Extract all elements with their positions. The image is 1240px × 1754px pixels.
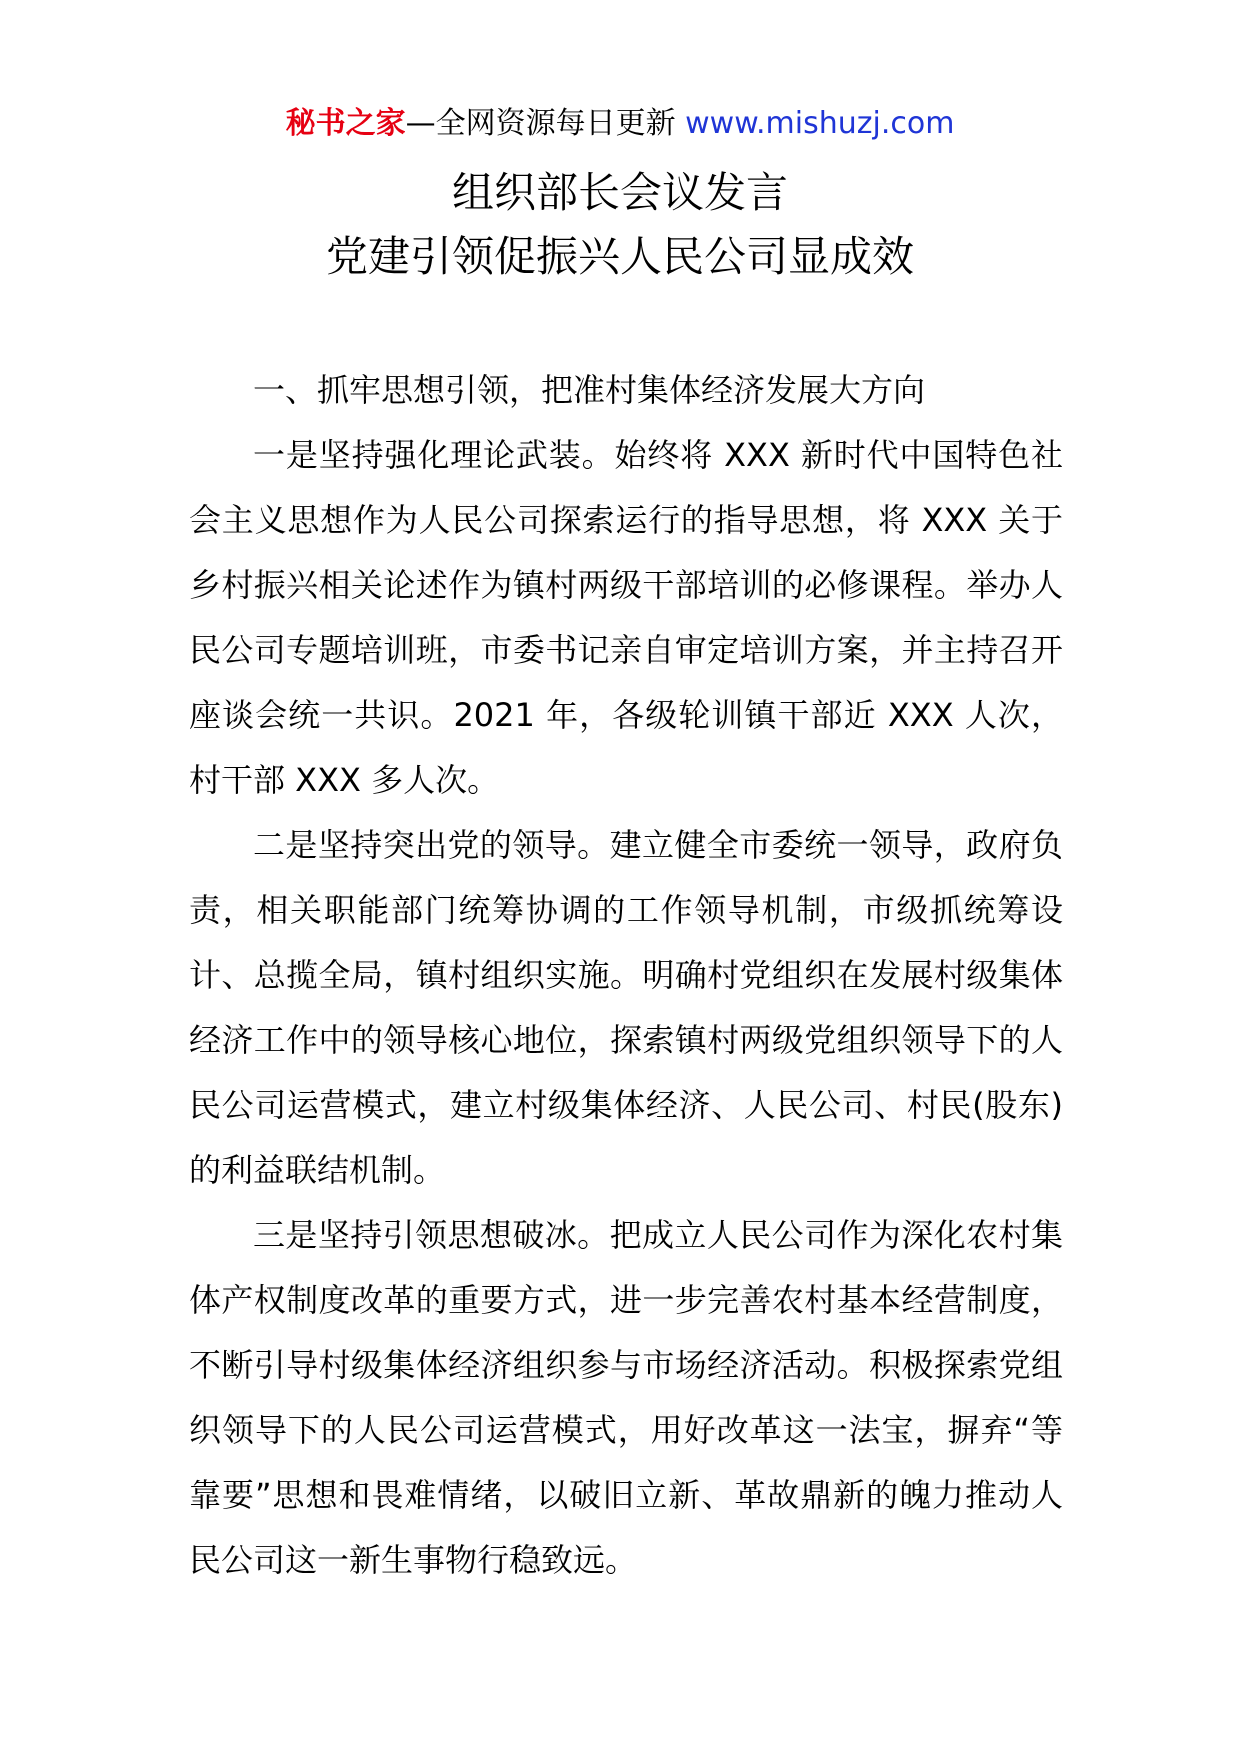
paragraph: 三是坚持引领思想破冰。把成立人民公司作为深化农村集体产权制度改革的重要方式，进一步完善农村基本经营制度，不断引导村级集体经济组织参与市场经济活动。积极探索党组织领导下的人民公司运营模式，用好改革这一法宝，摒弃“等靠要”思想和畏难情绪，以破旧立新、革故鼎新的魄力推动人民公司这一新生事物行稳致远。 [189,1216,1063,1579]
site-brand: 秘书之家 [285,106,406,141]
paragraph: 一是坚持强化理论武装。始终将 XXX 新时代中国特色社会主义思想作为人民公司探索运行的指导思想，将 XXX 关于乡村振兴相关论述作为镇村两级干部培训的必修课程。举办人民公司专题培训班，市委书记亲自审定培训方案，并主持召开座谈会统一共识。2021 年，各级轮训镇干部近 XXX 人次，村干部 XXX 多人次。 [189,436,1063,799]
site-tagline: —全网资源每日更新 [405,106,676,141]
section-heading: 一、抓牢思想引领，把准村集体经济发展大方向 [253,371,926,409]
site-header [0,100,1240,148]
site-url-link[interactable]: www.mishuzj.com [685,106,955,141]
paragraph: 二是坚持突出党的领导。建立健全市委统一领导，政府负责，相关职能部门统筹协调的工作领导机制，市级抓统筹设计、总揽全局，镇村组织实施。明确村党组织在发展村级集体经济工作中的领导核心地位，探索镇村两级党组织领导下的人民公司运营模式，建立村级集体经济、人民公司、村民(股东)的利益联结机制。 [189,826,1063,1189]
document-body [189,358,1063,1593]
document-title: 组织部长会议发言 [451,168,788,217]
document-subtitle: 党建引领促振兴人民公司显成效 [325,232,914,281]
